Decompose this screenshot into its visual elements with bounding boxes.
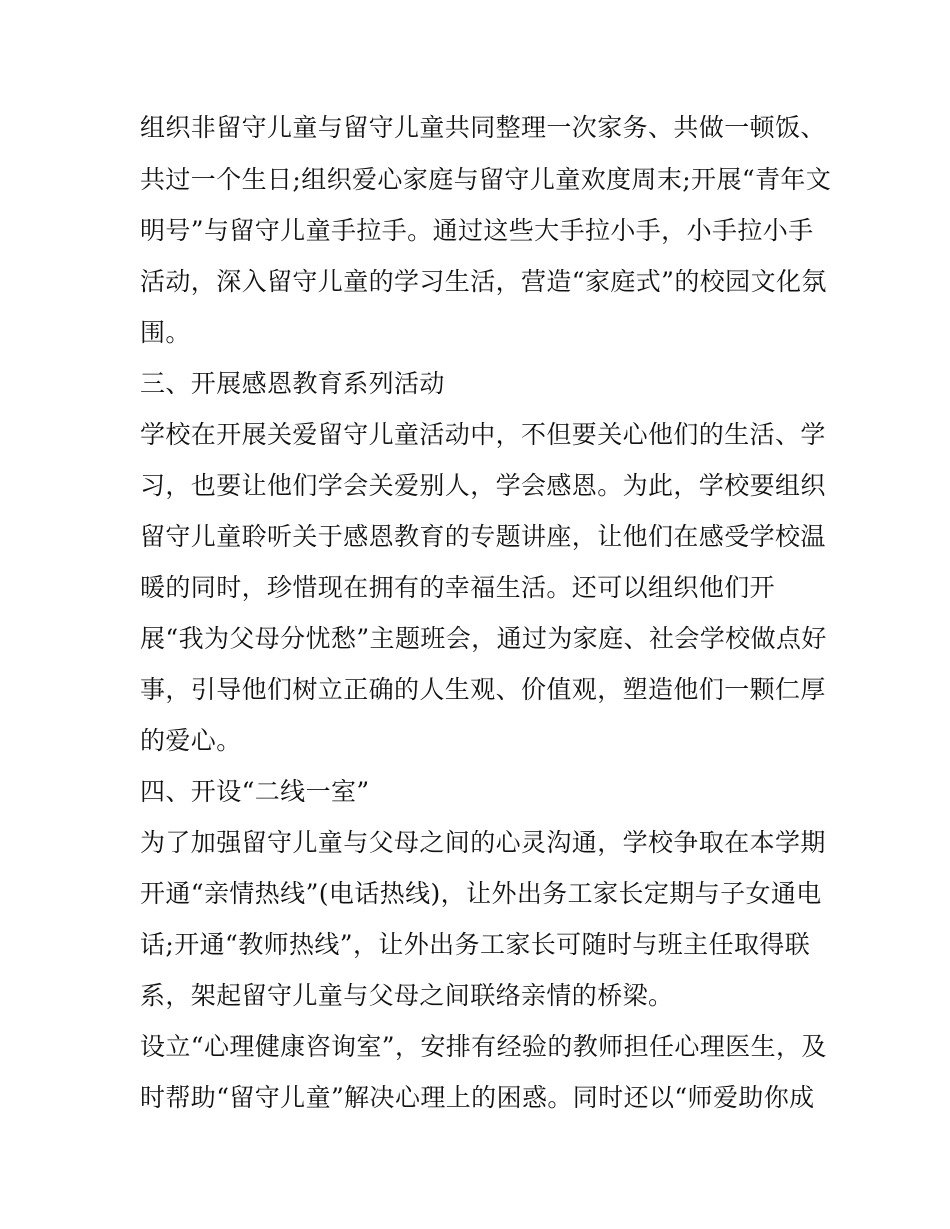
text-line: 学校在开展关爱留守儿童活动中，不但要关心他们的生活、学: [140, 420, 826, 449]
text-line: 明号”与留守儿童手拉手。通过这些大手拉小手，小手拉小手: [140, 216, 814, 245]
text-line: 共过一个生日;组织爱心家庭与留守儿童欢度周末;开展“青年文: [140, 165, 832, 194]
text-line: 习，也要让他们学会关爱别人，学会感恩。为此，学校要组织: [140, 471, 826, 500]
text-line: 设立“心理健康咨询室”，安排有经验的教师担任心理医生，及: [140, 1032, 827, 1061]
text-line: 暖的同时，珍惜现在拥有的幸福生活。还可以组织他们开: [140, 573, 776, 602]
text-line: 话;开通“教师热线”，让外出务工家长可随时与班主任取得联: [140, 930, 811, 959]
text-line: 围。: [140, 318, 191, 347]
text-line: 事，引导他们树立正确的人生观、价值观，塑造他们一颗仁厚: [140, 675, 826, 704]
section-heading: 三、开展感恩教育系列活动: [140, 369, 445, 398]
text-line: 系，架起留守儿童与父母之间联络亲情的桥梁。: [140, 981, 674, 1010]
text-line: 留守儿童聆听关于感恩教育的专题讲座，让他们在感受学校温: [140, 522, 826, 551]
text-line: 展“我为父母分忧愁”主题班会，通过为家庭、社会学校做点好: [140, 624, 827, 653]
text-line: 开通“亲情热线”(电话热线)，让外出务工家长定期与子女通电: [140, 879, 822, 908]
text-line: 为了加强留守儿童与父母之间的心灵沟通，学校争取在本学期: [140, 828, 826, 857]
text-line: 的爱心。: [140, 726, 242, 755]
text-line: 时帮助“留守儿童”解决心理上的困惑。同时还以“师爱助你成: [140, 1083, 815, 1112]
text-line: 活动，深入留守儿童的学习生活，营造“家庭式”的校园文化氛: [140, 267, 827, 296]
text-line: 组织非留守儿童与留守儿童共同整理一次家务、共做一顿饭、: [140, 113, 826, 142]
section-heading: 四、开设“二线一室”: [140, 777, 370, 806]
